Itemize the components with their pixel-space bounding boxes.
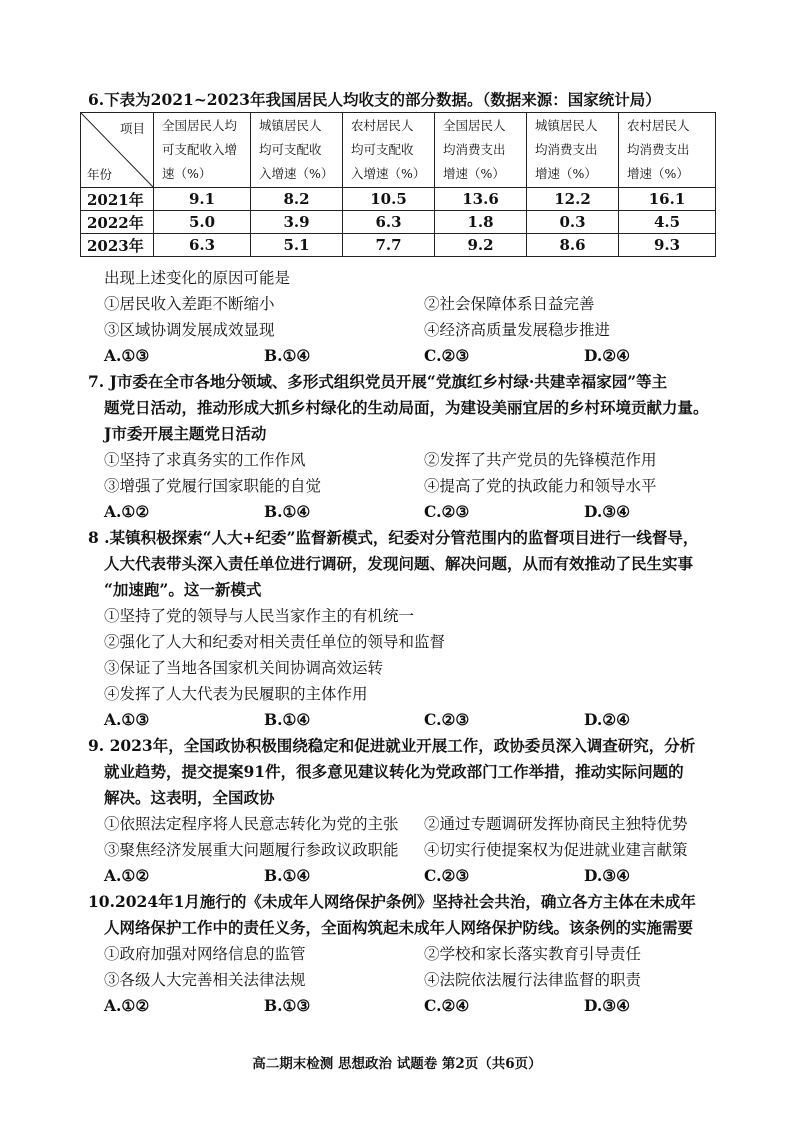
row-year: 2021年 [81,188,154,211]
q8-item-3: ③保证了当地各国家机关间协调高效运转 [104,659,384,677]
q9-item-3: ③聚焦经济发展重大问题履行参政议政职能 [104,841,399,859]
table-cell: 0.3 [527,211,619,234]
q7-item-4: ④提高了党的执政能力和领导水平 [424,477,657,495]
q10-item-1: ①政府加强对网络信息的监管 [104,945,306,963]
table-header-cell: 城镇居民人 均可支配收 入增速（%） [251,113,343,188]
q8-choice-c[interactable]: C.②③ [424,710,470,729]
q10-choice-d[interactable]: D.③④ [584,996,631,1015]
q9-item-1: ①依照法定程序将人民意志转化为党的主张 [104,815,399,833]
table-cell: 3.9 [251,211,343,234]
q10-stem-line-1: 10.2024年1月施行的《未成年人网络保护条例》坚持社会共治，确立各方主体在未成年 [88,892,696,911]
q6-choice-a[interactable]: A.①③ [104,346,150,365]
table-cell: 9.1 [154,188,251,211]
table-header-cell: 全国居民人 均消费支出 增速（%） [435,113,527,188]
income-expenditure-table [80,112,716,257]
page-footer: 高二期末检测 思想政治 试题卷 第2页（共6页） [252,1056,542,1072]
q6-item-2: ②社会保障体系日益完善 [424,295,595,313]
table-corner-cell [81,113,154,188]
table-cell: 8.6 [527,234,619,257]
q8-item-4: ④发挥了人大代表为民履职的主体作用 [104,685,368,703]
table-cell: 7.7 [343,234,435,257]
table-row [81,211,716,234]
table-cell: 16.1 [619,188,716,211]
q9-item-4: ④切实行使提案权为促进就业建言献策 [424,841,688,859]
q10-choice-b[interactable]: B.①③ [264,996,311,1015]
q8-choice-b[interactable]: B.①④ [264,710,311,729]
table-cell: 9.3 [619,234,716,257]
q8-item-1: ①坚持了党的领导与人民当家作主的有机统一 [104,607,415,625]
q6-choice-b[interactable]: B.①④ [264,346,311,365]
table-cell: 13.6 [435,188,527,211]
table-cell: 5.1 [251,234,343,257]
table-cell: 9.2 [435,234,527,257]
q9-stem-line-1: 9. 2023年，全国政协积极围绕稳定和促进就业开展工作，政协委员深入调查研究，分析 [88,736,696,755]
q9-choice-b[interactable]: B.①④ [264,866,311,885]
q9-item-2: ②通过专题调研发挥协商民主独特优势 [424,815,688,833]
q7-choice-c[interactable]: C.②③ [424,502,470,521]
table-header-cell: 农村居民人 均消费支出 增速（%） [619,113,716,188]
q9-choice-d[interactable]: D.③④ [584,866,631,885]
q9-stem-line-2: 就业趋势，提交提案91件，很多意见建议转化为党政部门工作举措，推动实际问题的 [104,762,684,781]
table-header-cell: 农村居民人 均可支配收 入增速（%） [343,113,435,188]
table-cell: 5.0 [154,211,251,234]
q8-stem-line-1: 8 .某镇积极探索“人大+纪委”监督新模式，纪委对分管范围内的监督项目进行一线督导， [88,528,699,547]
q10-choice-c[interactable]: C.②④ [424,996,470,1015]
q8-choice-a[interactable]: A.①③ [104,710,150,729]
q7-item-1: ①坚持了求真务实的工作作风 [104,451,306,469]
q8-stem-line-3: “加速跑”。这一新模式 [104,580,262,599]
row-year: 2023年 [81,234,154,257]
corner-label-item: 项目 [119,121,145,136]
q9-choice-a[interactable]: A.①② [104,866,150,885]
q7-stem-line-3: J市委开展主题党日活动 [104,424,267,443]
q6-choice-d[interactable]: D.②④ [584,346,631,365]
q10-item-3: ③各级人大完善相关法律法规 [104,971,306,989]
q7-choice-a[interactable]: A.①② [104,502,150,521]
q9-stem-line-3: 解决。这表明，全国政协 [104,788,275,807]
q7-stem-line-2: 题党日活动，推动形成大抓乡村绿化的生动局面，为建设美丽宜居的乡村环境贡献力量。 [104,398,709,417]
table-cell: 1.8 [435,211,527,234]
table-cell: 6.3 [154,234,251,257]
q6-item-3: ③区域协调发展成效显现 [104,321,275,339]
q6-stem: 6.下表为2021~2023年我国居民人均收支的部分数据。（数据来源：国家统计局） [88,90,661,109]
q9-choice-c[interactable]: C.②③ [424,866,470,885]
q10-item-2: ②学校和家长落实教育引导责任 [424,945,642,963]
q7-item-3: ③增强了党履行国家职能的自觉 [104,477,322,495]
table-cell: 8.2 [251,188,343,211]
q7-stem-line-1: 7. J市委在全市各地分领域、多形式组织党员开展“党旗红乡村绿·共建幸福家园”等主 [88,372,668,391]
q6-prompt: 出现上述变化的原因可能是 [104,269,291,287]
table-header-cell: 城镇居民人 均消费支出 增速（%） [527,113,619,188]
table-header-cell: 全国居民人均 可支配收入增 速（%） [154,113,251,188]
q6-item-1: ①居民收入差距不断缩小 [104,295,275,313]
table-header-row [81,113,716,188]
q7-choice-d[interactable]: D.③④ [584,502,631,521]
q7-choice-b[interactable]: B.①④ [264,502,311,521]
table-cell: 6.3 [343,211,435,234]
corner-label-year: 年份 [87,167,113,182]
row-year: 2022年 [81,211,154,234]
q6-item-4: ④经济高质量发展稳步推进 [424,321,611,339]
table-row [81,188,716,211]
q10-stem-line-2: 人网络保护工作中的责任义务，全面构筑起未成年人网络保护防线。该条例的实施需要 [104,918,694,937]
q10-item-4: ④法院依法履行法律监督的职责 [424,971,642,989]
table-cell: 4.5 [619,211,716,234]
q6-choice-c[interactable]: C.②③ [424,346,470,365]
q7-item-2: ②发挥了共产党员的先锋模范作用 [424,451,657,469]
table-row [81,234,716,257]
q8-stem-line-2: 人大代表带头深入责任单位进行调研，发现问题、解决问题，从而有效推动了民生实事 [104,554,694,573]
q8-item-2: ②强化了人大和纪委对相关责任单位的领导和监督 [104,633,446,651]
table-cell: 12.2 [527,188,619,211]
q8-choice-d[interactable]: D.②④ [584,710,631,729]
table-cell: 10.5 [343,188,435,211]
q10-choice-a[interactable]: A.①② [104,996,150,1015]
